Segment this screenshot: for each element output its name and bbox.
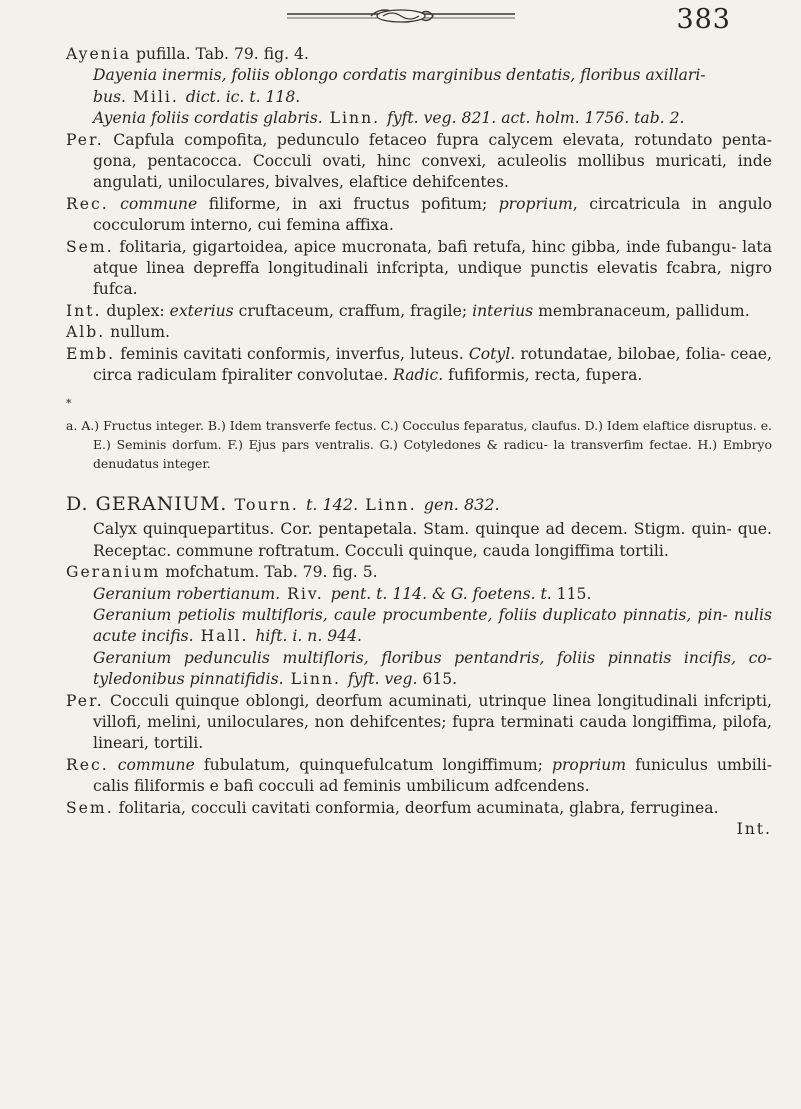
term-italic: proprium bbox=[542, 755, 627, 774]
geranium-synonym-1 bbox=[66, 584, 772, 605]
term-italic: commune bbox=[108, 755, 195, 774]
section-label: Rec. bbox=[66, 755, 109, 774]
ayenia-receptacle bbox=[66, 194, 772, 237]
section-text: folitaria, cocculi cavitati conformia, deorfum acuminata, glabra, ferruginea. bbox=[113, 798, 719, 817]
synonym-text-cont: bus. bbox=[93, 87, 126, 106]
catchword-text: Int. bbox=[736, 820, 772, 838]
synonym-text: Geranium pedunculis multifloris, floribus pentandris, foliis pinnatis incifis, co- tyledonibus pinnatifidis. bbox=[93, 648, 772, 689]
synonym-text: Geranium petiolis multifloris, caule procumbente, foliis duplicato pinnatis, pin- nulis acute incifis. bbox=[93, 605, 772, 646]
species-figure-ref: pufilla. Tab. 79. fig. 4. bbox=[131, 45, 309, 63]
section-label: Sem. bbox=[66, 237, 114, 256]
work-ref: pent. t. 114. & G. foetens. t. bbox=[330, 584, 552, 603]
geranium-receptacle bbox=[66, 755, 772, 798]
section-text: rotundatae, bilobae, folia- ceae, circa radiculam fpiraliter convolutae. bbox=[93, 344, 772, 385]
section-text: Cocculi quinque oblongi, deorfum acuminati, utrinque linea longitudinali infcripti, villofi, melini, uniloculares, non dehifcentes; fupra terminati cauda longiffima, pilofa, lineari, tortili. bbox=[93, 691, 772, 753]
geranium-species-line bbox=[66, 562, 772, 583]
section-text: filiforme, in axi fructus pofitum; bbox=[197, 194, 488, 213]
ayenia-pericarp bbox=[66, 130, 772, 194]
catchword bbox=[66, 819, 772, 840]
species-figure-ref: mofchatum. Tab. 79. fig. 5. bbox=[160, 563, 378, 582]
ayenia-embryo bbox=[66, 344, 772, 387]
author-ref: Riv. bbox=[280, 584, 331, 603]
ayenia-albumen bbox=[66, 322, 772, 343]
term-italic: exterius bbox=[164, 301, 234, 320]
work-ref: fyft. veg. 821. act. holm. 1756. tab. 2. bbox=[387, 109, 685, 128]
geranium-synonym-2 bbox=[66, 605, 772, 648]
section-text: cruftaceum, craffum, fragile; bbox=[233, 301, 468, 320]
term-italic: proprium bbox=[487, 194, 573, 213]
section-label: Rec. bbox=[66, 194, 109, 213]
work-ref: dict. ic. t. 118. bbox=[185, 87, 301, 106]
section-text: duplex: bbox=[101, 301, 165, 320]
section-text: membranaceum, pallidum. bbox=[533, 301, 750, 320]
ayenia-species-line bbox=[66, 44, 772, 65]
section-text: Capfula compofita, pedunculo fetaceo fupra calycem elevata, rotundato penta- gona, pentacocca. Cocculi ovati, hinc convexi, aculeolis mollibus muricati, inde angulati, uniloculares, bivalves, elaftice dehifcentes. bbox=[93, 130, 772, 192]
section-text: nullum. bbox=[105, 323, 170, 342]
genus-heading bbox=[66, 494, 772, 515]
term-italic: Cotyl. bbox=[463, 344, 516, 363]
section-text: fubulatum, quinquefulcatum longiffimum; bbox=[194, 755, 543, 774]
section-text: fufiformis, recta, fupera. bbox=[443, 366, 643, 385]
section-text: , circatricula in angulo cocculorum interno, cui femina affixa. bbox=[93, 194, 772, 235]
work-ref-tail: 615. bbox=[417, 670, 458, 689]
author-ref: Linn. bbox=[322, 109, 388, 128]
ayenia-seed bbox=[66, 237, 772, 301]
species-name: Ayenia bbox=[66, 45, 131, 63]
section-text: folitaria, gigartoidea, apice mucronata, bafi retufa, hinc gibba, inde fubangu- lata atque linea depreffa longitudinali infcripta, undique punctis elevatis fcabra, nigro fufca. bbox=[93, 237, 772, 299]
figure-legend: a. A.) Fructus integer. B.) Idem transverfe fectus. C.) Cocculus feparatus, claufus. D.) Idem elaftice disruptus. e. E.) Seminis dorfum. F.) Ejus pars ventralis. G.) Cotyledones & radicu- la transverfim fectae. H.) Embryo denudatus integer. bbox=[66, 417, 772, 471]
section-text: funiculus umbili- calis filiformis e bafi cocculi ad feminis umbilicum adfcendens. bbox=[93, 755, 772, 796]
page-number: 383 bbox=[676, 4, 731, 35]
geranium-synonym-3 bbox=[66, 648, 772, 691]
section-label: Sem. bbox=[66, 798, 114, 817]
work-ref: hift. i. n. 944. bbox=[255, 627, 362, 646]
term-italic: interius bbox=[467, 301, 534, 320]
section-label: Int. bbox=[66, 301, 102, 320]
synonym-text: Geranium robertianum. bbox=[93, 584, 281, 603]
work-ref-tail: 115. bbox=[551, 584, 592, 603]
genus-diagnosis: Calyx quinquepartitus. Cor. pentapetala. Stam. quinque ad decem. Stigm. quin- que. Receptac. commune roftratum. Cocculi quinque, cauda longiffima tortili. bbox=[93, 520, 772, 560]
header-ornament bbox=[287, 8, 515, 24]
page-body bbox=[66, 44, 772, 840]
author-ref: Tourn. bbox=[227, 494, 306, 514]
section-label: Alb. bbox=[66, 323, 106, 342]
work-ref: t. 142. bbox=[305, 494, 359, 514]
work-ref: fyft. veg. bbox=[347, 670, 418, 689]
author-ref: Mili. bbox=[126, 87, 186, 106]
ayenia-synonym-1 bbox=[66, 65, 772, 108]
section-label: Emb. bbox=[66, 344, 116, 363]
asterisk-divider: * bbox=[66, 396, 72, 410]
section-label: Per. bbox=[66, 691, 104, 710]
section-label: Per. bbox=[66, 130, 104, 149]
synonym-text: Ayenia foliis cordatis glabris. bbox=[93, 109, 323, 128]
ayenia-integument bbox=[66, 301, 772, 322]
author-ref: Hall. bbox=[193, 627, 256, 646]
ayenia-synonym-2 bbox=[66, 108, 772, 129]
author-ref: Linn. bbox=[283, 670, 348, 689]
term-italic: Radic. bbox=[388, 366, 444, 385]
species-name: Geranium bbox=[66, 563, 161, 582]
section-text: feminis cavitati conformis, inverfus, luteus. bbox=[115, 344, 464, 363]
term-italic: commune bbox=[108, 194, 198, 213]
work-ref: gen. 832. bbox=[423, 494, 500, 514]
synonym-text: Dayenia inermis, foliis oblongo cordatis marginibus dentatis, floribus axillari- bbox=[93, 66, 706, 85]
genus-title: D. GERANIUM. bbox=[66, 492, 228, 515]
geranium-pericarp bbox=[66, 691, 772, 755]
geranium-seed bbox=[66, 798, 772, 819]
author-ref: Linn. bbox=[358, 494, 424, 514]
